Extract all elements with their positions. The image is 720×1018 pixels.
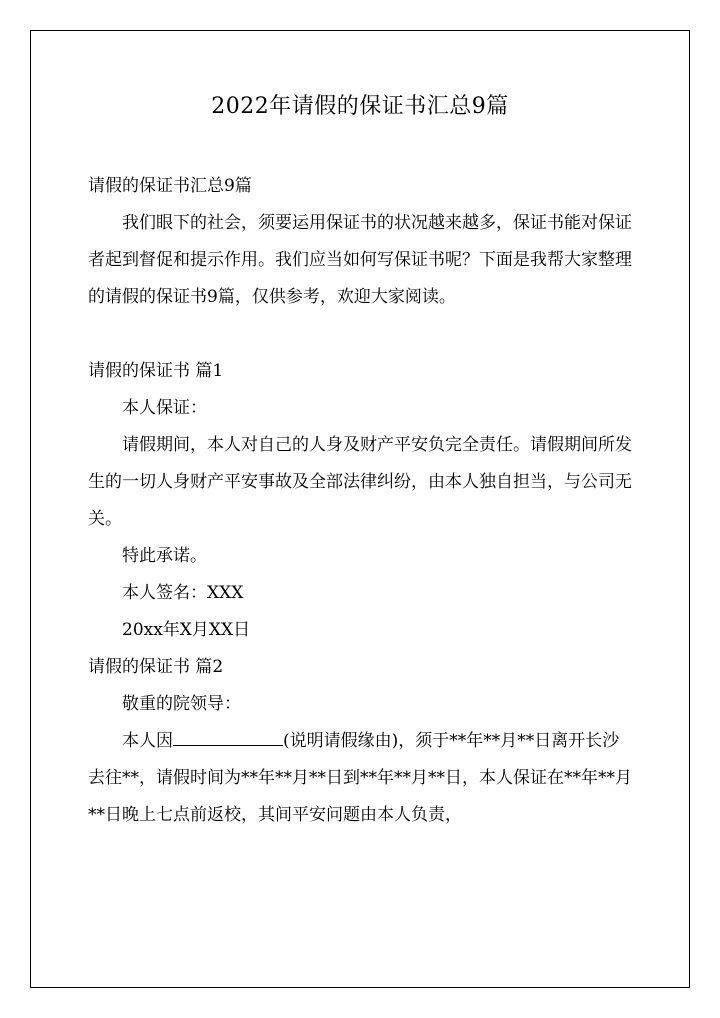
section-1-date: 20xx年X月XX日 (122, 620, 251, 640)
section-spacer (88, 316, 634, 353)
section-2-heading: 请假的保证书 篇2 (88, 657, 224, 677)
document-body (88, 168, 634, 834)
intro-paragraph: 我们眼下的社会，须要运用保证书的状况越来越多，保证书能对保证者起到督促和提示作用。我们应当如何写保证书呢？下面是我帮大家整理的请假的保证书9篇，仅供参考，欢迎大家阅读。 (88, 213, 632, 307)
intro-heading: 请假的保证书汇总9篇 (88, 176, 252, 196)
section-2-paragraph (88, 723, 634, 834)
section-1-heading: 请假的保证书 篇1 (88, 361, 224, 381)
section-1-signature: 本人签名：XXX (122, 583, 244, 603)
section-1-line: 本人保证： (122, 398, 207, 418)
document-title: 2022年请假的保证书汇总9篇 (211, 94, 509, 119)
section-2-body-rest: (说明请假缘由)，须于**年**月**日离开长沙去往**，请假时间为**年**月**日到**年**月**日，本人保证在**年**月**日晚上七点前返校，其间平安问题由本人负责， (88, 731, 632, 825)
fill-in-blank (173, 728, 283, 746)
section-1-paragraph: 请假期间，本人对自己的人身及财产平安负完全责任。请假期间所发生的一切人身财产平安事故及全部法律纠纷，由本人独自担当，与公司无关。 (88, 435, 632, 529)
section-2-body-start: 本人因 (122, 731, 173, 751)
section-1-line: 特此承诺。 (122, 546, 207, 566)
section-2-salutation: 敬重的院领导： (122, 694, 241, 714)
